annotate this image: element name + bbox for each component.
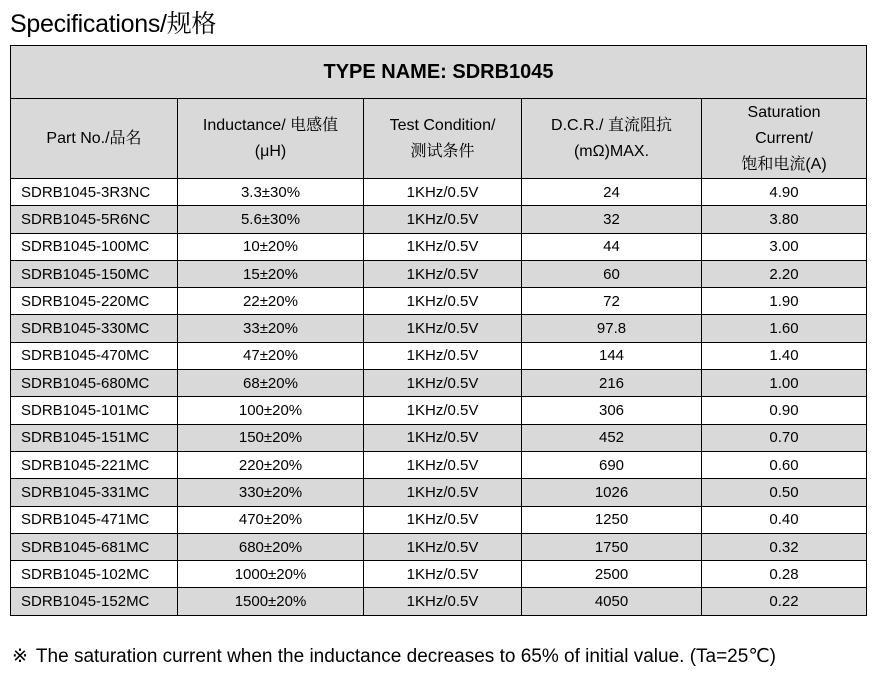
table-row xyxy=(11,424,867,451)
test-condition-cell: 1KHz/0.5V xyxy=(364,342,522,369)
part-no-cell: SDRB1045-151MC xyxy=(11,424,178,451)
table-row xyxy=(11,588,867,615)
part-no-cell: SDRB1045-680MC xyxy=(11,370,178,397)
part-no-cell: SDRB1045-3R3NC xyxy=(11,179,178,206)
inductance-cell: 68±20% xyxy=(178,370,364,397)
table-row xyxy=(11,397,867,424)
header-dcr xyxy=(522,99,702,179)
inductance-cell: 150±20% xyxy=(178,424,364,451)
inductance-cell: 3.3±30% xyxy=(178,179,364,206)
saturation-current-cell: 0.90 xyxy=(702,397,867,424)
test-condition-cell: 1KHz/0.5V xyxy=(364,288,522,315)
dcr-cell: 1026 xyxy=(522,479,702,506)
test-condition-cell: 1KHz/0.5V xyxy=(364,479,522,506)
dcr-cell: 72 xyxy=(522,288,702,315)
part-no-cell: SDRB1045-5R6NC xyxy=(11,206,178,233)
part-no-cell: SDRB1045-220MC xyxy=(11,288,178,315)
table-row xyxy=(11,506,867,533)
saturation-current-cell: 0.32 xyxy=(702,533,867,560)
saturation-current-cell: 0.50 xyxy=(702,479,867,506)
dcr-cell: 24 xyxy=(522,179,702,206)
header-dcr-line: (mΩ)MAX. xyxy=(573,142,650,160)
reference-mark-icon: ※ xyxy=(12,646,28,667)
part-no-cell: SDRB1045-470MC xyxy=(11,342,178,369)
inductance-cell: 47±20% xyxy=(178,342,364,369)
table-row xyxy=(11,179,867,206)
saturation-current-cell: 3.80 xyxy=(702,206,867,233)
test-condition-cell: 1KHz/0.5V xyxy=(364,506,522,533)
header-dcr-line: D.C.R./ 直流阻抗 xyxy=(551,116,672,134)
table-row xyxy=(11,233,867,260)
header-inductance-line: Inductance/ 电感值 xyxy=(202,116,339,134)
table-row xyxy=(11,342,867,369)
test-condition-cell: 1KHz/0.5V xyxy=(364,588,522,615)
saturation-current-cell: 1.90 xyxy=(702,288,867,315)
header-inductance-line: (μH) xyxy=(254,142,287,160)
saturation-current-cell: 4.90 xyxy=(702,179,867,206)
test-condition-cell: 1KHz/0.5V xyxy=(364,533,522,560)
footnote xyxy=(12,645,776,668)
test-condition-cell: 1KHz/0.5V xyxy=(364,424,522,451)
header-part-no-line: Part No./品名 xyxy=(46,129,142,147)
test-condition-cell: 1KHz/0.5V xyxy=(364,206,522,233)
part-no-cell: SDRB1045-681MC xyxy=(11,533,178,560)
dcr-cell: 452 xyxy=(522,424,702,451)
part-no-cell: SDRB1045-152MC xyxy=(11,588,178,615)
dcr-cell: 2500 xyxy=(522,561,702,588)
table-row xyxy=(11,260,867,287)
inductance-cell: 22±20% xyxy=(178,288,364,315)
inductance-cell: 470±20% xyxy=(178,506,364,533)
dcr-cell: 44 xyxy=(522,233,702,260)
saturation-current-cell: 1.40 xyxy=(702,342,867,369)
inductance-cell: 330±20% xyxy=(178,479,364,506)
dcr-cell: 690 xyxy=(522,451,702,478)
table-row xyxy=(11,206,867,233)
inductance-cell: 33±20% xyxy=(178,315,364,342)
header-saturation-current-line: Saturation xyxy=(747,103,821,121)
part-no-cell: SDRB1045-471MC xyxy=(11,506,178,533)
test-condition-cell: 1KHz/0.5V xyxy=(364,451,522,478)
dcr-cell: 4050 xyxy=(522,588,702,615)
dcr-cell: 1250 xyxy=(522,506,702,533)
saturation-current-cell: 0.28 xyxy=(702,561,867,588)
part-no-cell: SDRB1045-330MC xyxy=(11,315,178,342)
header-inductance xyxy=(178,99,364,179)
footnote-text: The saturation current when the inductance decreases to 65% of initial value. (Ta=25℃) xyxy=(35,646,776,667)
inductance-cell: 1500±20% xyxy=(178,588,364,615)
saturation-current-cell: 2.20 xyxy=(702,260,867,287)
header-saturation-current-line: Current/ xyxy=(755,129,813,147)
part-no-cell: SDRB1045-221MC xyxy=(11,451,178,478)
saturation-current-cell: 3.00 xyxy=(702,233,867,260)
saturation-current-cell: 0.40 xyxy=(702,506,867,533)
saturation-current-cell: 0.70 xyxy=(702,424,867,451)
test-condition-cell: 1KHz/0.5V xyxy=(364,179,522,206)
header-part-no xyxy=(11,99,178,179)
dcr-cell: 216 xyxy=(522,370,702,397)
table-row xyxy=(11,315,867,342)
part-no-cell: SDRB1045-102MC xyxy=(11,561,178,588)
saturation-current-cell: 1.00 xyxy=(702,370,867,397)
inductance-cell: 1000±20% xyxy=(178,561,364,588)
table-row xyxy=(11,370,867,397)
part-no-cell: SDRB1045-100MC xyxy=(11,233,178,260)
header-test-condition-line: 测试条件 xyxy=(410,142,475,160)
saturation-current-cell: 1.60 xyxy=(702,315,867,342)
saturation-current-cell: 0.60 xyxy=(702,451,867,478)
page-title: Specifications/规格 xyxy=(10,10,217,38)
dcr-cell: 97.8 xyxy=(522,315,702,342)
header-test-condition xyxy=(364,99,522,179)
header-saturation-current xyxy=(702,99,867,179)
test-condition-cell: 1KHz/0.5V xyxy=(364,561,522,588)
dcr-cell: 306 xyxy=(522,397,702,424)
table-row xyxy=(11,288,867,315)
inductance-cell: 220±20% xyxy=(178,451,364,478)
test-condition-cell: 1KHz/0.5V xyxy=(364,397,522,424)
table-row xyxy=(11,561,867,588)
dcr-cell: 1750 xyxy=(522,533,702,560)
dcr-cell: 32 xyxy=(522,206,702,233)
test-condition-cell: 1KHz/0.5V xyxy=(364,233,522,260)
part-no-cell: SDRB1045-331MC xyxy=(11,479,178,506)
part-no-cell: SDRB1045-150MC xyxy=(11,260,178,287)
dcr-cell: 144 xyxy=(522,342,702,369)
table-row xyxy=(11,451,867,478)
header-saturation-current-line: 饱和电流(A) xyxy=(741,155,827,173)
table-row xyxy=(11,533,867,560)
test-condition-cell: 1KHz/0.5V xyxy=(364,260,522,287)
type-name-header: TYPE NAME: SDRB1045 xyxy=(11,46,867,99)
inductance-cell: 5.6±30% xyxy=(178,206,364,233)
inductance-cell: 680±20% xyxy=(178,533,364,560)
saturation-current-cell: 0.22 xyxy=(702,588,867,615)
test-condition-cell: 1KHz/0.5V xyxy=(364,370,522,397)
part-no-cell: SDRB1045-101MC xyxy=(11,397,178,424)
spec-table xyxy=(10,45,867,616)
table-row xyxy=(11,479,867,506)
inductance-cell: 10±20% xyxy=(178,233,364,260)
test-condition-cell: 1KHz/0.5V xyxy=(364,315,522,342)
dcr-cell: 60 xyxy=(522,260,702,287)
inductance-cell: 15±20% xyxy=(178,260,364,287)
inductance-cell: 100±20% xyxy=(178,397,364,424)
header-test-condition-line: Test Condition/ xyxy=(389,116,496,134)
